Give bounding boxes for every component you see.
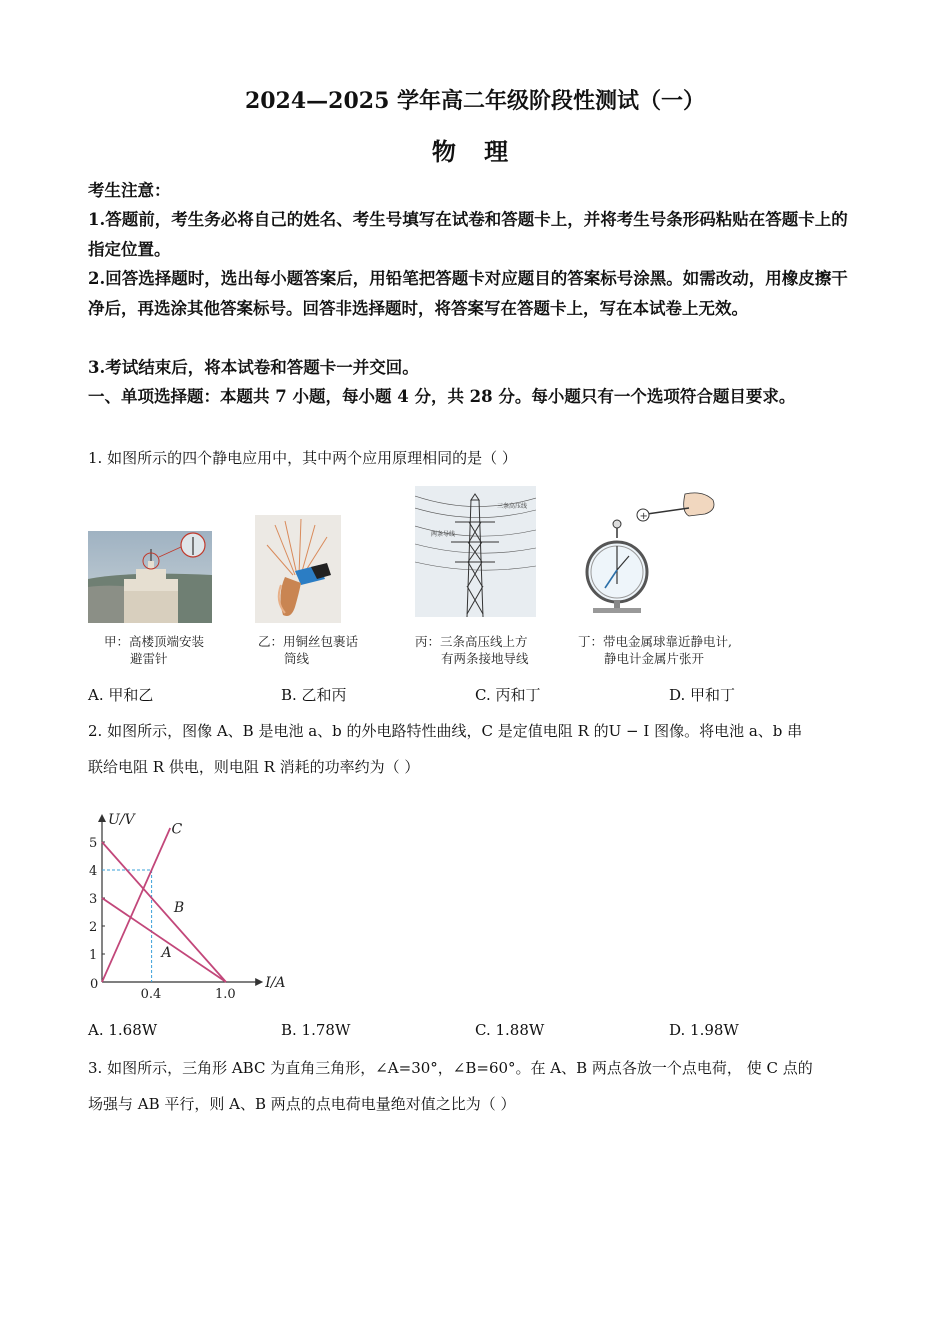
q1-option-b[interactable]: B. 乙和丙	[281, 686, 347, 704]
subject-title: 物 理	[431, 137, 519, 166]
series-line-b	[102, 842, 226, 982]
exam-title: 2024—2025 学年高二年级阶段性测试（一）	[244, 88, 706, 114]
origin-label: 0	[90, 977, 99, 992]
caption-yi: 乙：用铜丝包裹话 筒线	[258, 634, 359, 666]
question-3-stem-line1: 3. 如图所示，三角形 ABC 为直角三角形，∠A=30°，∠B=60°。在 A、B 两点各放一个点电荷， 使 C 点的	[88, 1059, 813, 1077]
x-axis-label: I/A	[265, 975, 286, 991]
caption-bing: 丙：三条高压线上方 有两条接地导线	[415, 634, 529, 666]
notice-item-2: 2.回答选择题时，选出每小题答案后，用铅笔把答题卡对应题目的答案标号涂黑。如需改动，用橡皮擦干净后，再选涂其他答案标号。回答非选择题时，将答案写在答题卡上，写在本试卷上无效。	[88, 269, 848, 318]
y-tick-label: 4	[89, 864, 98, 879]
series-label-a: A	[161, 944, 172, 961]
electroscope-image	[585, 488, 725, 616]
building-lightning-rod-image	[88, 531, 212, 623]
ball-sign: +	[639, 511, 648, 522]
series-label-c: C	[171, 821, 183, 838]
caption-jia: 甲：高楼顶端安装 避雷针	[104, 634, 205, 666]
notice-item-3: 3.考试结束后，将本试卷和答题卡一并交回。	[88, 358, 419, 377]
y-axis-arrow	[98, 814, 106, 822]
q2-option-b[interactable]: B. 1.78W	[281, 1021, 351, 1039]
tower-label-top: 三条高压线	[497, 503, 528, 510]
question-2-stem-line1: 2. 如图所示，图像 A、B 是电池 a、b 的外电路特性曲线，C 是定值电阻 R 的U − I 图像。将电池 a、b 串	[88, 722, 803, 740]
x-tick-label: 0.4	[140, 987, 162, 1002]
y-tick-label: 3	[89, 892, 98, 907]
power-tower-image	[415, 486, 536, 617]
q2-option-a[interactable]: A. 1.68W	[88, 1021, 158, 1039]
notice-heading: 考生注意：	[88, 181, 171, 200]
q2-option-d[interactable]: D. 1.98W	[669, 1021, 739, 1039]
q1-option-d[interactable]: D. 甲和丁	[669, 686, 736, 704]
y-tick-label: 1	[89, 948, 98, 963]
tower-label-side: 两条导线	[431, 531, 456, 538]
q1-option-a[interactable]: A. 甲和乙	[88, 686, 154, 704]
shielded-cable-image	[255, 515, 341, 623]
y-axis-label: U/V	[108, 812, 135, 828]
section-heading: 一、单项选择题：本题共 7 小题，每小题 4 分，共 28 分。每小题只有一个选项符合题目要求。	[88, 387, 796, 406]
q1-option-c[interactable]: C. 丙和丁	[475, 686, 541, 704]
series-label-b: B	[173, 900, 185, 916]
caption-ding: 丁：带电金属球靠近静电计, 静电计金属片张开	[578, 634, 732, 666]
notice-item-1: 1.答题前，考生务必将自己的姓名、考生号填写在试卷和答题卡上，并将考生号条形码粘贴在答题卡上的指定位置。	[88, 210, 848, 259]
q2-option-c[interactable]: C. 1.88W	[475, 1021, 545, 1039]
y-tick-label: 5	[89, 836, 98, 851]
question-2-stem-line2: 联给电阻 R 供电，则电阻 R 消耗的功率约为（ ）	[88, 758, 420, 776]
ui-graph	[80, 792, 310, 1004]
x-tick-label: 1.0	[215, 987, 236, 1002]
x-axis-arrow	[255, 978, 263, 986]
question-1-stem: 1. 如图所示的四个静电应用中，其中两个应用原理相同的是（ ）	[88, 449, 517, 467]
y-tick-label: 2	[89, 920, 98, 935]
question-3-stem-line2: 场强与 AB 平行，则 A、B 两点的点电荷电量绝对值之比为（ ）	[88, 1095, 516, 1113]
